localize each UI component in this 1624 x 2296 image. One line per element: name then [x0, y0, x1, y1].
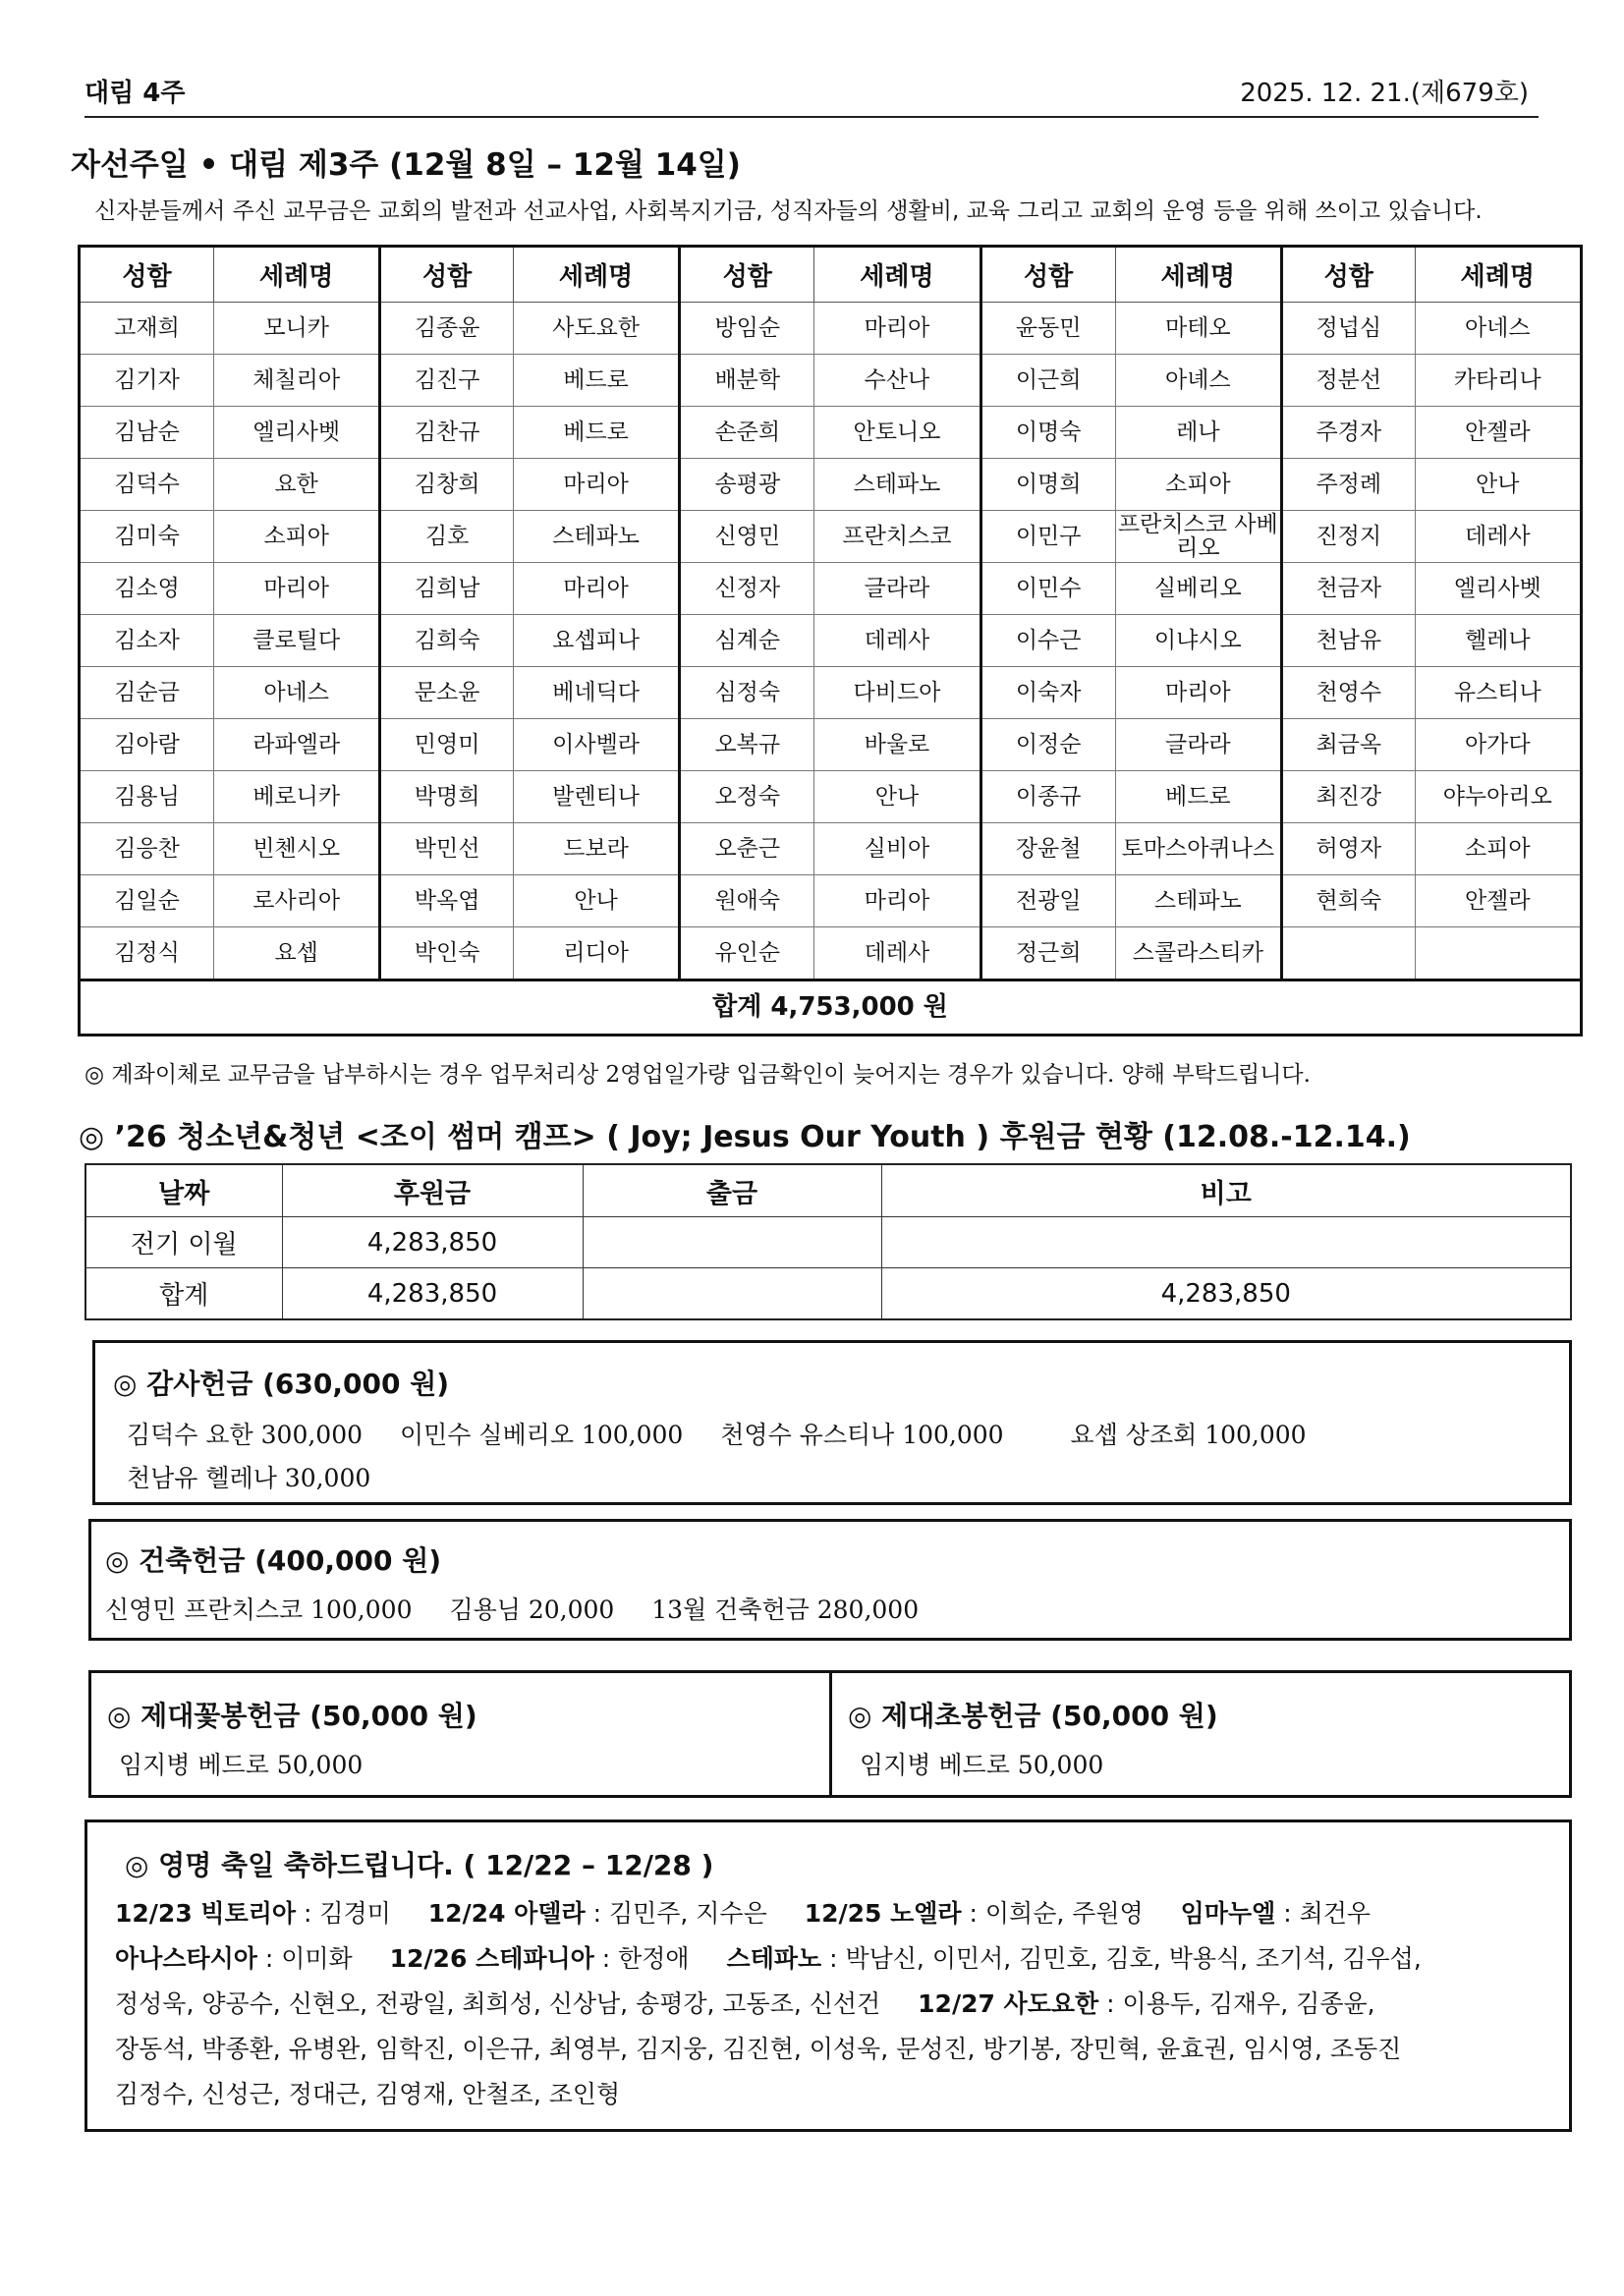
baptismal-name: 요셉 — [213, 927, 379, 980]
col-name: 성함 — [980, 247, 1115, 303]
member-name: 오춘근 — [680, 823, 814, 875]
tithe-row — [80, 927, 1582, 980]
baptismal-name: 베드로 — [513, 355, 679, 407]
tithe-total-row — [80, 980, 1582, 1036]
baptismal-name: 아네스 — [1415, 303, 1581, 355]
feast-names: : 최건우 — [1275, 1899, 1372, 1928]
member-name: 진정지 — [1282, 511, 1416, 563]
baptismal-name: 아가다 — [1415, 719, 1581, 771]
feast-saint: 아나스타시아 — [115, 1944, 257, 1973]
feast-saint: 스테파노 — [726, 1944, 822, 1973]
baptismal-name: 마리아 — [213, 563, 379, 615]
member-name: 이명숙 — [980, 407, 1115, 459]
transfer-notice: ◎ 계좌이체로 교무금을 납부하시는 경우 업무처리상 2영업일가량 입금확인이 늦어지는 경우가 있습니다. 양해 부탁드립니다. — [84, 1062, 1311, 1088]
member-name: 김소영 — [80, 563, 214, 615]
member-name: 신정자 — [680, 563, 814, 615]
baptismal-name: 드보라 — [513, 823, 679, 875]
feast-saint: 12/24 아델라 — [427, 1899, 586, 1928]
donor: 신영민 프란치스코 100,000 — [105, 1596, 413, 1624]
col-baptismal: 세례명 — [1415, 247, 1581, 303]
member-name: 장윤철 — [980, 823, 1115, 875]
baptismal-name: 스테파노 — [1115, 875, 1281, 927]
member-name: 이숙자 — [980, 667, 1115, 719]
camp-cell — [583, 1268, 881, 1320]
baptismal-name: 스콜라스티카 — [1115, 927, 1281, 980]
tithe-total: 합계 4,753,000 원 — [80, 980, 1582, 1036]
tithe-table-header — [80, 247, 1582, 303]
feast-names: : 이미화 — [256, 1944, 353, 1973]
baptismal-name: 소피아 — [213, 511, 379, 563]
tithe-row — [80, 667, 1582, 719]
baptismal-name: 베네딕다 — [513, 667, 679, 719]
member-name: 박민선 — [380, 823, 514, 875]
baptismal-name: 안토니오 — [814, 407, 980, 459]
baptismal-name: 글라라 — [1115, 719, 1281, 771]
baptismal-name: 리디아 — [513, 927, 679, 980]
baptismal-name: 요한 — [213, 459, 379, 511]
feast-saint: 임마누엘 — [1180, 1899, 1276, 1928]
baptismal-name: 안젤라 — [1415, 875, 1581, 927]
altar-flowers-title: ◎ 제대꽃봉헌금 (50,000 원) — [107, 1700, 477, 1732]
camp-row — [85, 1268, 1571, 1320]
baptismal-name: 엘리사벳 — [213, 407, 379, 459]
camp-col-remarks: 비고 — [881, 1164, 1571, 1217]
baptismal-name: 데레사 — [814, 927, 980, 980]
building-title: ◎ 건축헌금 (400,000 원) — [105, 1544, 442, 1577]
altar-candles-title: ◎ 제대초봉헌금 (50,000 원) — [848, 1700, 1218, 1732]
camp-col-withdrawal: 출금 — [583, 1164, 881, 1217]
camp-table — [84, 1163, 1572, 1320]
baptismal-name: 아네스 — [213, 667, 379, 719]
member-name: 오복규 — [680, 719, 814, 771]
member-name: 유인순 — [680, 927, 814, 980]
baptismal-name: 야누아리오 — [1415, 771, 1581, 823]
baptismal-name: 실베리오 — [1115, 563, 1281, 615]
baptismal-name: 토마스아퀴나스 — [1115, 823, 1281, 875]
camp-header-row — [85, 1164, 1571, 1217]
baptismal-name: 글라라 — [814, 563, 980, 615]
offering-section-title: 자선주일 • 대림 제3주 (12월 8일 – 12월 14일) — [71, 147, 741, 183]
donor: 천남유 헬레나 30,000 — [127, 1464, 371, 1492]
col-baptismal: 세례명 — [1115, 247, 1281, 303]
member-name: 주정례 — [1282, 459, 1416, 511]
page-header — [84, 73, 1539, 118]
baptismal-name: 요셉피나 — [513, 615, 679, 667]
member-name: 신영민 — [680, 511, 814, 563]
baptismal-name: 빈첸시오 — [213, 823, 379, 875]
member-name: 김미숙 — [80, 511, 214, 563]
camp-cell: 전기 이월 — [85, 1217, 282, 1268]
camp-col-donation: 후원금 — [282, 1164, 583, 1217]
baptismal-name: 이냐시오 — [1115, 615, 1281, 667]
baptismal-name: 스테파노 — [513, 511, 679, 563]
member-name: 김종윤 — [380, 303, 514, 355]
baptismal-name: 베드로 — [513, 407, 679, 459]
donor: 천영수 유스티나 100,000 — [720, 1421, 1004, 1449]
feast-names: : 이용두, 김재우, 김종윤, — [1098, 1989, 1375, 2018]
baptismal-name: 다비드아 — [814, 667, 980, 719]
baptismal-name: 프란치스코 사베리오 — [1115, 511, 1281, 563]
thanksgiving-title: ◎ 감사헌금 (630,000 원) — [113, 1368, 450, 1400]
baptismal-name — [1415, 927, 1581, 980]
member-name: 이명희 — [980, 459, 1115, 511]
donor: 김덕수 요한 300,000 — [127, 1421, 364, 1449]
member-name: 정근희 — [980, 927, 1115, 980]
baptismal-name: 레나 — [1115, 407, 1281, 459]
baptismal-name: 실비아 — [814, 823, 980, 875]
member-name: 김소자 — [80, 615, 214, 667]
col-name: 성함 — [1282, 247, 1416, 303]
feast-saint: 12/25 노엘라 — [804, 1899, 962, 1928]
tithe-row — [80, 875, 1582, 927]
altar-candles-donor: 임지병 베드로 50,000 — [860, 1751, 1104, 1779]
baptismal-name: 사도요한 — [513, 303, 679, 355]
camp-row — [85, 1217, 1571, 1268]
member-name: 이근희 — [980, 355, 1115, 407]
member-name: 고재희 — [80, 303, 214, 355]
member-name: 배분학 — [680, 355, 814, 407]
baptismal-name: 안젤라 — [1415, 407, 1581, 459]
camp-cell: 4,283,850 — [881, 1268, 1571, 1320]
member-name: 김아람 — [80, 719, 214, 771]
tithe-row — [80, 615, 1582, 667]
feast-names: : 박남신, 이민서, 김민호, 김호, 박용식, 조기석, 김우섭, — [821, 1944, 1422, 1973]
member-name: 이수근 — [980, 615, 1115, 667]
col-baptismal: 세례명 — [213, 247, 379, 303]
member-name: 허영자 — [1282, 823, 1416, 875]
baptismal-name: 스테파노 — [814, 459, 980, 511]
baptismal-name: 카타리나 — [1415, 355, 1581, 407]
camp-title: ◎ ’26 청소년&청년 <조이 썸머 캠프> ( Joy; Jesus Our Youth ) 후원금 현황 (12.08.-12.14.) — [79, 1120, 1411, 1154]
member-name: 주경자 — [1282, 407, 1416, 459]
member-name: 최금옥 — [1282, 719, 1416, 771]
tithe-row — [80, 511, 1582, 563]
member-name: 김일순 — [80, 875, 214, 927]
tithe-row — [80, 303, 1582, 355]
member-name: 김창희 — [380, 459, 514, 511]
baptismal-name: 마리아 — [814, 303, 980, 355]
camp-cell: 4,283,850 — [282, 1268, 583, 1320]
baptismal-name: 베드로 — [1115, 771, 1281, 823]
feast-names: 정성욱, 양공수, 신현오, 전광일, 최희성, 신상남, 송평강, 고동조, 신선건 — [115, 1989, 881, 2018]
baptismal-name: 소피아 — [1115, 459, 1281, 511]
member-name: 이민구 — [980, 511, 1115, 563]
member-name: 박옥엽 — [380, 875, 514, 927]
donor: 요셉 상조회 100,000 — [1070, 1421, 1307, 1449]
member-name: 김남순 — [80, 407, 214, 459]
member-name: 이민수 — [980, 563, 1115, 615]
col-baptismal: 세례명 — [513, 247, 679, 303]
member-name: 문소윤 — [380, 667, 514, 719]
member-name: 오정숙 — [680, 771, 814, 823]
thanksgiving-offering-box — [92, 1340, 1572, 1505]
camp-cell — [583, 1217, 881, 1268]
baptismal-name: 마리아 — [1115, 667, 1281, 719]
baptismal-name: 모니카 — [213, 303, 379, 355]
member-name: 원애숙 — [680, 875, 814, 927]
baptismal-name: 엘리사벳 — [1415, 563, 1581, 615]
feast-saint: 12/23 빅토리아 — [115, 1899, 297, 1928]
member-name: 천영수 — [1282, 667, 1416, 719]
baptismal-name: 헬레나 — [1415, 615, 1581, 667]
feast-names: 김정수, 신성근, 정대근, 김영재, 안철조, 조인형 — [115, 2080, 621, 2108]
baptismal-name: 라파엘라 — [213, 719, 379, 771]
offering-intro: 신자분들께서 주신 교무금은 교회의 발전과 선교사업, 사회복지기금, 성직자들의 생활비, 교육 그리고 교회의 운영 등을 위해 쓰이고 있습니다. — [94, 198, 1483, 224]
baptismal-name: 발렌티나 — [513, 771, 679, 823]
tithe-table — [78, 245, 1583, 1036]
camp-cell: 합계 — [85, 1268, 282, 1320]
feast-saint: 12/27 사도요한 — [918, 1989, 1099, 2018]
col-name: 성함 — [680, 247, 814, 303]
donor: 김용님 20,000 — [449, 1596, 615, 1624]
member-name: 김응찬 — [80, 823, 214, 875]
altar-flowers-donor: 임지병 베드로 50,000 — [119, 1751, 364, 1779]
feast-names: : 이희순, 주원영 — [961, 1899, 1144, 1928]
member-name: 천금자 — [1282, 563, 1416, 615]
baptismal-name: 체칠리아 — [213, 355, 379, 407]
col-name: 성함 — [380, 247, 514, 303]
col-baptismal: 세례명 — [814, 247, 980, 303]
baptismal-name: 소피아 — [1415, 823, 1581, 875]
col-name: 성함 — [80, 247, 214, 303]
feast-names: : 김민주, 지수은 — [585, 1899, 767, 1928]
baptismal-name: 유스티나 — [1415, 667, 1581, 719]
camp-cell — [881, 1217, 1571, 1268]
tithe-row — [80, 407, 1582, 459]
building-donors — [105, 1591, 1569, 1626]
week-label: 대림 4주 — [84, 79, 186, 108]
member-name: 박명희 — [380, 771, 514, 823]
tithe-row — [80, 459, 1582, 511]
member-name: 김희숙 — [380, 615, 514, 667]
tithe-row — [80, 563, 1582, 615]
member-name: 최진강 — [1282, 771, 1416, 823]
member-name: 천남유 — [1282, 615, 1416, 667]
baptismal-name: 이사벨라 — [513, 719, 679, 771]
baptismal-name: 마리아 — [513, 459, 679, 511]
feast-names: : 김경미 — [296, 1899, 391, 1928]
camp-col-date: 날짜 — [85, 1164, 282, 1217]
member-name: 윤동민 — [980, 303, 1115, 355]
thanksgiving-donors — [127, 1414, 1569, 1500]
member-name: 송평광 — [680, 459, 814, 511]
baptismal-name: 안나 — [814, 771, 980, 823]
altar-flowers-box — [88, 1670, 832, 1798]
member-name: 손준희 — [680, 407, 814, 459]
baptismal-name: 로사리아 — [213, 875, 379, 927]
member-name: 방임순 — [680, 303, 814, 355]
altar-candles-box — [829, 1670, 1572, 1798]
baptismal-name: 데레사 — [1415, 511, 1581, 563]
feast-day-list — [115, 1891, 1555, 2117]
baptismal-name: 마리아 — [814, 875, 980, 927]
baptismal-name: 클로틸다 — [213, 615, 379, 667]
baptismal-name: 마리아 — [513, 563, 679, 615]
member-name: 정분선 — [1282, 355, 1416, 407]
baptismal-name: 수산나 — [814, 355, 980, 407]
member-name: 이정순 — [980, 719, 1115, 771]
building-offering-box — [88, 1519, 1572, 1641]
member-name: 김진구 — [380, 355, 514, 407]
member-name: 현희숙 — [1282, 875, 1416, 927]
tithe-row — [80, 719, 1582, 771]
feast-day-box — [84, 1820, 1572, 2132]
baptismal-name: 안나 — [513, 875, 679, 927]
tithe-row — [80, 355, 1582, 407]
member-name: 전광일 — [980, 875, 1115, 927]
feast-names: : 한정애 — [593, 1944, 690, 1973]
baptismal-name: 데레사 — [814, 615, 980, 667]
feast-saint: 12/26 스테파니아 — [389, 1944, 594, 1973]
feast-names: 장동석, 박종환, 유병완, 임학진, 이은규, 최영부, 김지웅, 김진현, 이성욱, 문성진, 방기봉, 장민혁, 윤효권, 임시영, 조동진 — [115, 2035, 1402, 2063]
member-name: 박인숙 — [380, 927, 514, 980]
member-name: 김기자 — [80, 355, 214, 407]
member-name: 김순금 — [80, 667, 214, 719]
baptismal-name: 바울로 — [814, 719, 980, 771]
member-name: 심계순 — [680, 615, 814, 667]
baptismal-name: 아녜스 — [1115, 355, 1281, 407]
baptismal-name: 베로니카 — [213, 771, 379, 823]
member-name: 정넙심 — [1282, 303, 1416, 355]
member-name: 김정식 — [80, 927, 214, 980]
member-name: 이종규 — [980, 771, 1115, 823]
camp-cell: 4,283,850 — [282, 1217, 583, 1268]
member-name: 민영미 — [380, 719, 514, 771]
member-name: 김덕수 — [80, 459, 214, 511]
member-name: 김호 — [380, 511, 514, 563]
member-name: 심정숙 — [680, 667, 814, 719]
tithe-row — [80, 823, 1582, 875]
member-name — [1282, 927, 1416, 980]
donor: 13월 건축헌금 280,000 — [651, 1596, 920, 1624]
baptismal-name: 안나 — [1415, 459, 1581, 511]
issue-date: 2025. 12. 21.(제679호) — [1240, 79, 1529, 108]
baptismal-name: 마테오 — [1115, 303, 1281, 355]
member-name: 김희남 — [380, 563, 514, 615]
donor: 이민수 실베리오 100,000 — [399, 1421, 684, 1449]
feast-day-title: ◎ 영명 축일 축하드립니다. ( 12/22 – 12/28 ) — [125, 1849, 714, 1881]
tithe-row — [80, 771, 1582, 823]
member-name: 김용님 — [80, 771, 214, 823]
baptismal-name: 프란치스코 — [814, 511, 980, 563]
member-name: 김찬규 — [380, 407, 514, 459]
